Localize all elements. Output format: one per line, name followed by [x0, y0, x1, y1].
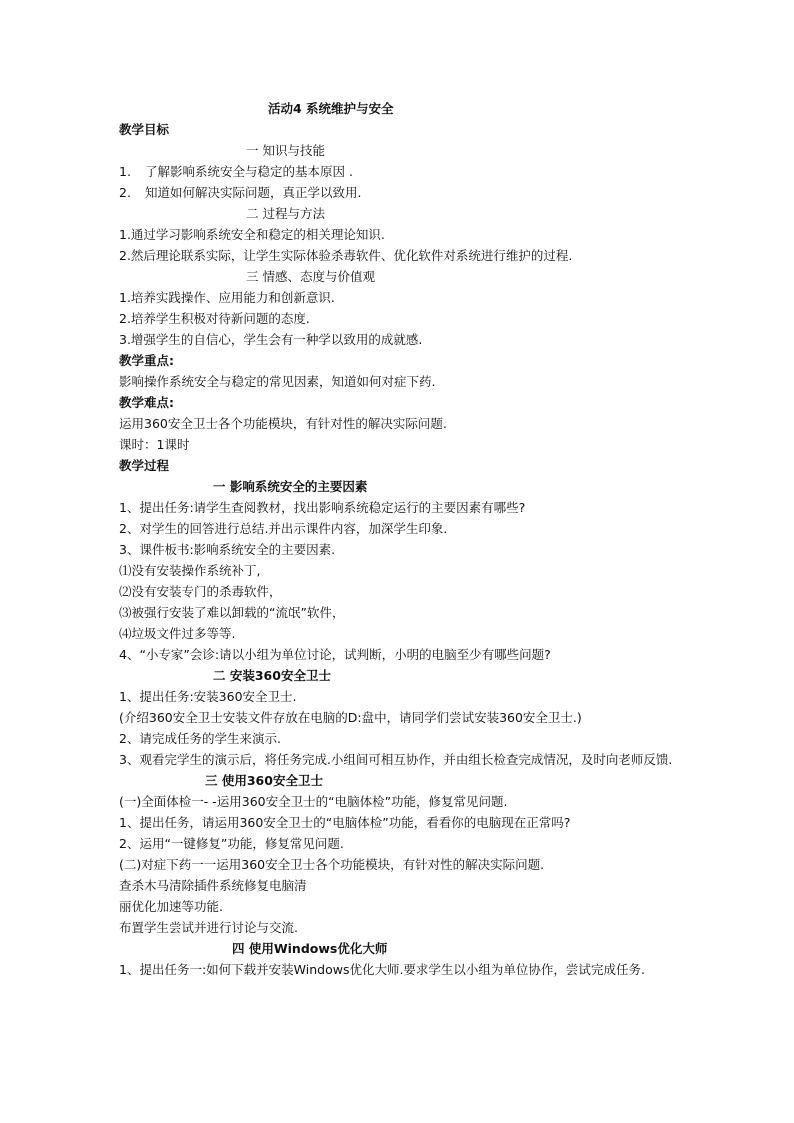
section1-line: ⑵没有安装专门的杀毒软件， — [119, 584, 282, 599]
section2-heading: 二 安装360安全卫士 — [213, 668, 331, 683]
key-points-text: 影响操作系统安全与稳定的常见因素，知道如何对症下药. — [119, 374, 436, 389]
emotion-heading: 三 情感、态度与价值观 — [246, 269, 375, 284]
section3-line: 布置学生尝试并进行讨论与交流. — [119, 920, 298, 935]
emotion-item: 2.培养学生积极对待新问题的态度. — [119, 311, 310, 326]
item-text: 了解影响系统安全与稳定的基本原因 . — [145, 164, 353, 179]
section1-heading: 一 影响系统安全的主要因素 — [213, 479, 368, 494]
difficulties-heading: 教学难点: — [119, 395, 174, 410]
goals-heading: 教学目标 — [119, 122, 170, 137]
document-content — [119, 98, 689, 980]
section1-line: 1、提出任务:请学生查阅教材，找出影响系统稳定运行的主要因素有哪些? — [119, 500, 526, 515]
process-method-item: 2.然后理论联系实际，让学生实际体验杀毒软件、优化软件对系统进行维护的过程. — [119, 248, 573, 263]
process-method-heading: 二 过程与方法 — [246, 206, 325, 221]
section1-line: ⑴没有安装操作系统补丁, — [119, 563, 261, 578]
section4-heading: 四 使用Windows优化大师 — [232, 941, 388, 956]
section2-line: (介绍360安全卫士安装文件存放在电脑的D:盘中，请同学们尝试安装360安全卫士.) — [119, 710, 582, 725]
section2-paragraph: 3、观看完学生的演示后，将任务完成.小组间可相互协作，并由组长检查完成情况，及时向老师反馈. — [119, 752, 673, 767]
item-text: 知道如何解决实际问题，真正学以致用. — [145, 185, 362, 200]
section3-line: 1、提出任务，请运用360安全卫士的“电脑体检”功能，看看你的电脑现在正常吗? — [119, 815, 571, 830]
section2-line: 1、提出任务:安装360安全卫士. — [119, 689, 297, 704]
knowledge-item — [119, 161, 689, 182]
item-number: 2. — [119, 185, 131, 200]
section1-line: ⑶被强行安装了难以卸载的“流氓”软件， — [119, 605, 345, 620]
page-title: 活动4 系统维护与安全 — [268, 101, 394, 116]
section2-line: 2、请完成任务的学生来演示. — [119, 731, 281, 746]
emotion-item: 1.培养实践操作、应用能力和创新意识. — [119, 290, 335, 305]
section3-line: 丽优化加速等功能. — [119, 899, 223, 914]
item-number: 1. — [119, 164, 131, 179]
knowledge-heading: 一 知识与技能 — [246, 143, 325, 158]
process-heading: 教学过程 — [119, 458, 170, 473]
section4-paragraph: 1、提出任务一:如何下载并安装Windows优化大师.要求学生以小组为单位协作，尝试完成任务. — [119, 962, 645, 977]
section1-line: ⑷垃圾文件过多等等. — [119, 626, 236, 641]
section3-heading: 三 使用360安全卫士 — [205, 773, 323, 788]
difficulties-text: 运用360安全卫士各个功能模块，有针对性的解决实际问题. — [119, 416, 447, 431]
key-points-heading: 教学重点: — [119, 353, 174, 368]
knowledge-item — [119, 182, 689, 203]
section3-line: 2、运用“一键修复”功能，修复常见问题. — [119, 836, 344, 851]
class-hours: 课时：1课时 — [119, 437, 190, 452]
process-method-item: 1.通过学习影响系统安全和稳定的相关理论知识. — [119, 227, 385, 242]
section3-line: (二)对症下药一一运用360安全卫士各个功能模块，有针对性的解决实际问题. — [119, 857, 545, 872]
emotion-item: 3.增强学生的自信心，学生会有一种学以致用的成就感. — [119, 332, 423, 347]
section3-line: 查杀木马清除插件系统修复电脑清 — [119, 878, 307, 893]
section1-line: 4、“小专家”会诊:请以小组为单位讨论，试判断，小明的电脑至少有哪些问题? — [119, 647, 551, 662]
section1-line: 2、对学生的回答进行总结.并出示课件内容，加深学生印象. — [119, 521, 448, 536]
section3-line: (一)全面体检一- -运用360安全卫士的“电脑体检”功能，修复常见问题. — [119, 794, 508, 809]
section1-line: 3、课件板书:影响系统安全的主要因素. — [119, 542, 336, 557]
